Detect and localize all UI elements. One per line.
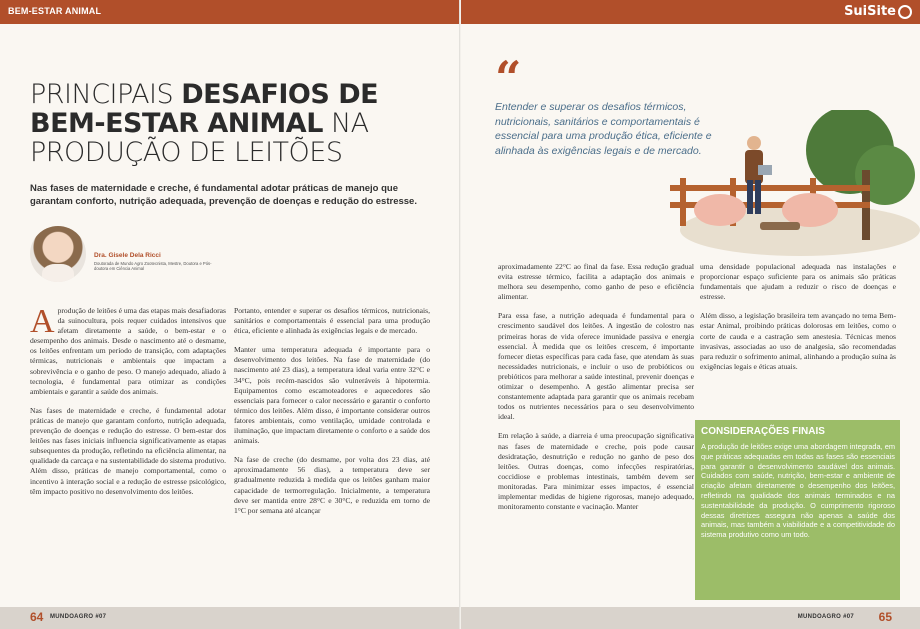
- page-number-left: 64: [30, 610, 44, 624]
- footer-right: [461, 607, 920, 629]
- pull-quote: Entender e superar os desafios térmicos, nutricionais, sanitários e comportamentais é essencial para uma produção ética, eficiente e alinhada às exigências legais e de mercado.: [495, 101, 712, 157]
- drop-cap: A: [30, 303, 55, 340]
- quote-mark-icon: “: [495, 51, 522, 105]
- page-number-right: 65: [878, 610, 892, 624]
- article-title: PRINCIPAIS DESAFIOS DE BEM-ESTAR ANIMAL NA PRODUÇÃO DE LEITÕES: [30, 79, 379, 168]
- box-text: A produção de leitões exige uma abordagem integrada, em que práticas adequadas em todas as fases são essenciais para garantir o desenvolvimento saudável dos animais. Cuidados com saúde, nutrição, bem-estar e ambiente de criação afetam diretamente o desempenho dos leitões, refletindo na qualidade dos animais terminados e na sustentabilidade da produção. O cumprimento rigoroso dessas diretrizes assegura não apenas a saúde dos animais, mas também a viabilidade e a competitividade do sistema produtivo como um todo.: [701, 442, 895, 540]
- column-1: [30, 303, 226, 506]
- column-4: [700, 262, 896, 381]
- pig-face-icon: [898, 5, 912, 19]
- top-bar-left: [0, 0, 459, 24]
- footer-left: [0, 607, 459, 629]
- paragraph: Portanto, entender e superar os desafios térmicos, nutricionais, sanitários e comportamentais é essencial para uma produção ética, eficiente e alinhada às exigências legais e de mercado.: [234, 306, 430, 336]
- top-bar-right: [461, 0, 920, 24]
- column-2: [234, 306, 430, 525]
- final-considerations-box: [695, 420, 900, 600]
- paragraph: Em relação à saúde, a diarreia é uma preocupação significativa nas fases de maternidade e creche, pois pode causar desidratação, desnutrição e redução no ganho de peso dos leitões. Outras doenças, como infecções respiratórias, coccidiose e problemas intestinais, também devem ser monitoradas. Para minimizar esses impactos, é essencial implementar medidas de higiene rigorosas, manejo adequado, monitoramento constante e vacinação. Manter: [498, 431, 694, 512]
- author-avatar: [30, 226, 86, 282]
- paragraph: aproximadamente 22°C ao final da fase. Essa redução gradual evita estresse térmico, facilita a adaptação dos animais e melhora seu desempenho, como ganho de peso e eficiência alimentar.: [498, 262, 694, 302]
- box-title: CONSIDERAÇÕES FINAIS: [701, 426, 825, 437]
- author-name: Dra. Gisele Dela Ricci: [94, 252, 161, 259]
- magazine-name-left: MUNDOAGRO #07: [50, 614, 107, 620]
- paragraph: Além disso, a legislação brasileira tem avançado no tema Bem-estar Animal, proibindo práticas dolorosas em leitões, como o corte de cauda e a castração sem anestesia. Técnicas menos invasivas, associadas ao uso de analgesia, são recomendadas para reduzir o sofrimento animal, alinhando a produção suína às exigências legais e éticas atuais.: [700, 311, 896, 371]
- column-3: [498, 262, 694, 521]
- paragraph: Na fase de creche (do desmame, por volta dos 23 dias, até aproximadamente 56 dias), a temperatura deve ser gradualmente reduzida à medida que os leitões ganham maior capacidade de termorregulação. Inicialmente, a temperatura deve ser mantida entre 28°C e 30°C, e reduzida em torno de 1°C por semana até alcançar: [234, 455, 430, 515]
- suisite-logo: SuiSite: [844, 4, 896, 19]
- section-tag: BEM-ESTAR ANIMAL: [8, 6, 102, 16]
- page-fold: [459, 0, 461, 629]
- magazine-name-right: MUNDOAGRO #07: [797, 614, 854, 620]
- farmer-pigs-illustration: [650, 110, 920, 260]
- paragraph: Para essa fase, a nutrição adequada é fundamental para o crescimento saudável dos leitões. A ingestão de colostro nas primeiras horas de vida oferece imunidade passiva e energia essencial. À medida que os leitões crescem, é importante fornecer dietas específicas para cada fase, que atendam às suas necessidades nutricionais, e incluir o uso de probióticos ou prebióticos para melhorar a saúde intestinal, prevenir doenças e otimizar o desempenho. A gestão alimentar precisa ser constantemente adaptada para garantir que os animais recebam todos os nutrientes necessários para o seu desenvolvimento ideal.: [498, 311, 694, 422]
- paragraph: uma densidade populacional adequada nas instalações e proporcionar espaço suficiente para os animais são práticas fundamentais que ajudam a reduzir o risco de doenças e estresse.: [700, 262, 896, 302]
- author-role: Doutorada de Mundo Agro Zootecnista, Mestre, Doutora e Pós-doutora em Ciência Animal: [94, 261, 212, 272]
- paragraph: Nas fases de maternidade e creche, é fundamental adotar práticas de manejo que garantam conforto, nutrição adequada, prevenção de doenças e redução do estresse. O bem-estar dos leitões nas fases iniciais influencia significativamente as etapas subsequentes da produção, refletindo na eficiência alimentar, na qualidade da carcaça e na sustentabilidade do sistema produtivo. Além disso, práticas de manejo comportamental, como o incentivo à interação social e a redução de estresse psicológico, têm impacto positivo no desenvolvimento dos leitões.: [30, 405, 226, 496]
- paragraph: Aprodução de leitões é uma das etapas mais desafiadoras da suinocultura, pois requer cuidados intensivos que afetam diretamente a saúde, o bem-estar e o desempenho dos animais. Desde o nascimento até o desmame, os leitões enfrentam um período de transição, com adaptações térmicas, nutricionais e ambientais que impactam a sobrevivência e o ganho de peso. O manejo adequado, aliado à tecnologia, é fundamental para otimizar as condições ambientais e garantir a saúde dos animais.: [30, 303, 226, 396]
- paragraph: Manter uma temperatura adequada é importante para o desenvolvimento dos leitões. Na fase de maternidade (do nascimento até 23 dias), a temperatura ideal varia entre 32°C e 34°C, pois recém-nascidos são vulneráveis à hipotermia. Equipamentos como escamoteadores e aquecedores são essenciais para fornecer o calor necessário e garantir o conforto térmico dos leitões. Além disso, é importante considerar outros fatores ambientais, como ventilação, umidade controlada e iluminação, que impactam diretamente o conforto e a saúde dos animais.: [234, 345, 430, 446]
- article-subtitle: Nas fases de maternidade e creche, é fundamental adotar práticas de manejo que garantam conforto, nutrição adequada, prevenção de doenças e redução do estresse.: [30, 183, 417, 207]
